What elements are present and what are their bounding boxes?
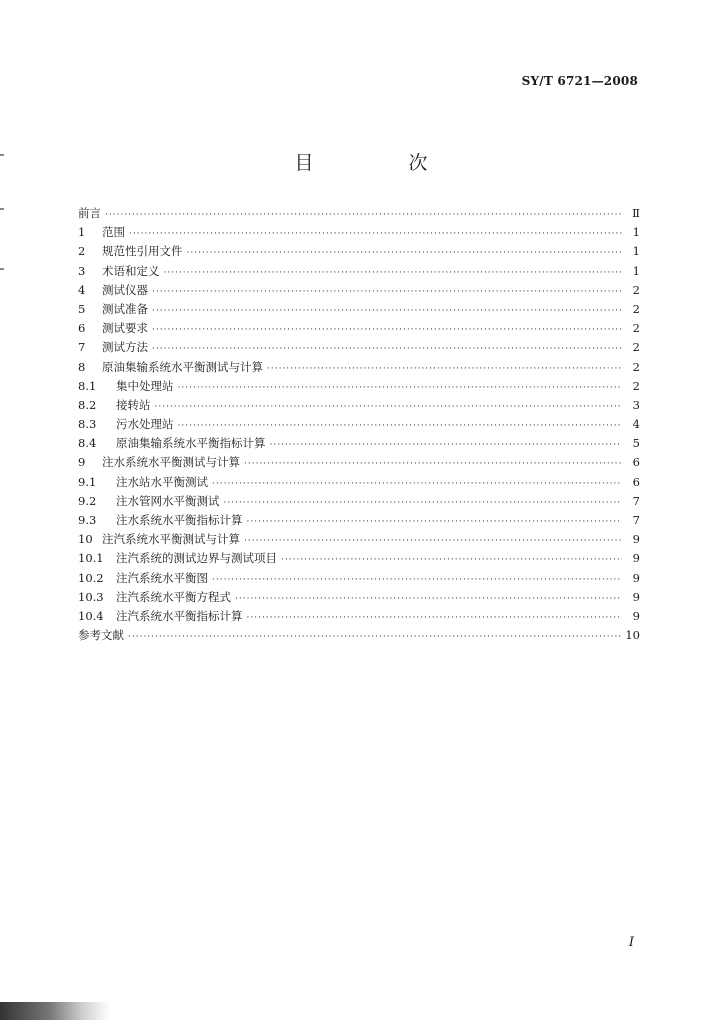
toc-entry-label: 注汽系统的测试边界与测试项目 bbox=[116, 551, 277, 566]
toc-entry-number: 1 bbox=[78, 225, 86, 240]
toc-entry-label: 参考文献 bbox=[78, 628, 124, 643]
toc-entry-number: 8 bbox=[78, 359, 86, 374]
toc-entry-label: 前言 bbox=[78, 206, 101, 220]
toc-entry-number: 9.3 bbox=[78, 513, 97, 527]
toc-entry-label: 测试方法 bbox=[102, 340, 148, 355]
toc-entry-label: 注汽系统水平衡测试与计算 bbox=[102, 532, 240, 547]
toc-entry[interactable] bbox=[78, 339, 640, 358]
toc-entry[interactable] bbox=[78, 397, 640, 416]
dot-leader bbox=[247, 613, 623, 623]
toc-entry-number: 10.4 bbox=[78, 608, 104, 623]
toc-entry-number: 6 bbox=[78, 321, 86, 336]
toc-entry[interactable] bbox=[78, 589, 640, 608]
toc-entry-page: 9 bbox=[632, 532, 640, 547]
toc-entry-label: 污水处理站 bbox=[116, 417, 174, 432]
toc-entry[interactable] bbox=[78, 282, 640, 301]
toc-entry-number: 7 bbox=[78, 340, 86, 355]
toc-entry[interactable] bbox=[78, 474, 640, 493]
toc-entry-label: 注水站水平衡测试 bbox=[116, 474, 208, 489]
dot-leader bbox=[224, 498, 623, 508]
toc-entry-label: 集中处理站 bbox=[116, 378, 174, 393]
dot-leader bbox=[178, 383, 623, 393]
toc-entry-label: 注水系统水平衡指标计算 bbox=[116, 513, 243, 527]
dot-leader bbox=[244, 459, 622, 469]
toc-entry-page: 6 bbox=[632, 455, 640, 470]
toc-entry-label: 测试仪器 bbox=[102, 282, 148, 297]
scan-smudge bbox=[0, 1002, 110, 1020]
toc-entry[interactable] bbox=[78, 493, 640, 512]
toc-entry-page: 2 bbox=[632, 340, 640, 355]
toc-entry-page: 4 bbox=[632, 417, 640, 432]
dot-leader bbox=[152, 325, 622, 335]
toc-entry-label: 范围 bbox=[102, 225, 125, 240]
toc-entry-number: 9.2 bbox=[78, 493, 97, 508]
toc-entry-page: 7 bbox=[632, 513, 640, 527]
dot-leader bbox=[164, 268, 623, 278]
toc-entry-page: 1 bbox=[632, 263, 640, 278]
toc-entry-label: 原油集输系统水平衡指标计算 bbox=[116, 436, 266, 451]
toc-entry-page: 9 bbox=[632, 589, 640, 604]
toc-entry[interactable] bbox=[78, 224, 640, 243]
toc-entry-number: 8.4 bbox=[78, 436, 97, 451]
toc-entry[interactable] bbox=[78, 608, 640, 627]
dot-leader bbox=[281, 555, 622, 565]
page-title: 目 次 bbox=[294, 152, 466, 174]
toc-entry[interactable] bbox=[78, 263, 640, 282]
dot-leader bbox=[178, 421, 623, 431]
toc-entry-number: 9.1 bbox=[78, 474, 97, 489]
dot-leader bbox=[129, 229, 622, 239]
dot-leader bbox=[235, 594, 622, 604]
toc-entry-page: 1 bbox=[632, 244, 640, 259]
dot-leader bbox=[152, 344, 622, 354]
dot-leader bbox=[128, 632, 622, 642]
dot-leader bbox=[105, 210, 622, 220]
toc-entry-label: 测试要求 bbox=[102, 321, 148, 336]
toc-entry-label: 接转站 bbox=[116, 397, 151, 412]
dot-leader bbox=[212, 575, 622, 585]
toc-entry[interactable] bbox=[78, 550, 640, 569]
toc-entry-number: 8.2 bbox=[78, 397, 97, 412]
toc-entry-label: 注汽系统水平衡指标计算 bbox=[116, 608, 243, 623]
toc-entry-label: 测试准备 bbox=[102, 301, 148, 316]
standard-code: SY/T 6721—2008 bbox=[521, 74, 638, 88]
toc-entry-label: 原油集输系统水平衡测试与计算 bbox=[102, 359, 263, 374]
toc-entry-page: 2 bbox=[632, 321, 640, 336]
toc-entry[interactable] bbox=[78, 416, 640, 435]
toc-entry[interactable] bbox=[78, 531, 640, 550]
scan-margin-mark bbox=[0, 208, 4, 210]
toc-entry-label: 术语和定义 bbox=[102, 263, 160, 278]
toc-entry-number: 4 bbox=[78, 282, 86, 297]
dot-leader bbox=[267, 364, 622, 374]
dot-leader bbox=[270, 440, 623, 450]
toc-entry[interactable] bbox=[78, 435, 640, 454]
toc-entry-label: 注汽系统水平衡方程式 bbox=[116, 589, 231, 604]
dot-leader bbox=[244, 536, 622, 546]
toc-entry[interactable] bbox=[78, 320, 640, 339]
toc-entry[interactable] bbox=[78, 301, 640, 320]
toc-entry[interactable] bbox=[78, 512, 640, 531]
toc-entry-number: 9 bbox=[78, 455, 86, 470]
toc-entry-page: 10 bbox=[625, 628, 640, 643]
toc-entry-page: 6 bbox=[632, 474, 640, 489]
scan-margin-mark bbox=[0, 154, 4, 156]
toc-entry-page: 2 bbox=[632, 378, 640, 393]
toc-entry[interactable] bbox=[78, 205, 640, 224]
toc-entry[interactable] bbox=[78, 570, 640, 589]
toc-entry-number: 10.1 bbox=[78, 551, 104, 566]
toc-entry-page: 1 bbox=[632, 225, 640, 240]
toc-entry-number: 3 bbox=[78, 263, 86, 278]
toc-entry-page: 9 bbox=[632, 570, 640, 585]
dot-leader bbox=[152, 287, 622, 297]
toc-entry[interactable] bbox=[78, 243, 640, 262]
dot-leader bbox=[212, 479, 622, 489]
toc-entry-number: 2 bbox=[78, 244, 86, 259]
page-number: I bbox=[628, 935, 634, 950]
toc-entry-number: 10.2 bbox=[78, 570, 104, 585]
toc-entry-page: 5 bbox=[632, 436, 640, 451]
toc-entry-page: 2 bbox=[632, 359, 640, 374]
toc-entry-label: 注水系统水平衡测试与计算 bbox=[102, 455, 240, 470]
toc-entry-page: 2 bbox=[632, 301, 640, 316]
toc-entry-page: 3 bbox=[632, 397, 640, 412]
toc-entry-label: 注水管网水平衡测试 bbox=[116, 493, 220, 508]
toc-entry[interactable] bbox=[78, 627, 640, 646]
scan-margin-mark bbox=[0, 268, 4, 270]
toc-entry-number: 10.3 bbox=[78, 589, 104, 604]
toc-entry-number: 5 bbox=[78, 301, 86, 316]
toc-entry-number: 8.3 bbox=[78, 417, 97, 432]
toc-entry-page: 9 bbox=[632, 608, 640, 623]
dot-leader bbox=[187, 248, 623, 258]
toc-entry-page: 7 bbox=[632, 493, 640, 508]
toc-entry-number: 10 bbox=[78, 532, 93, 547]
dot-leader bbox=[152, 306, 622, 316]
dot-leader bbox=[247, 517, 623, 527]
toc-entry-number: 8.1 bbox=[78, 378, 97, 393]
toc-entry[interactable] bbox=[78, 378, 640, 397]
table-of-contents bbox=[78, 205, 640, 646]
toc-entry-page: Ⅱ bbox=[632, 206, 640, 220]
toc-entry-page: 9 bbox=[632, 551, 640, 566]
toc-entry[interactable] bbox=[78, 359, 640, 378]
toc-entry[interactable] bbox=[78, 454, 640, 473]
dot-leader bbox=[155, 402, 623, 412]
toc-entry-label: 注汽系统水平衡图 bbox=[116, 570, 208, 585]
toc-entry-label: 规范性引用文件 bbox=[102, 244, 183, 259]
toc-entry-page: 2 bbox=[632, 282, 640, 297]
